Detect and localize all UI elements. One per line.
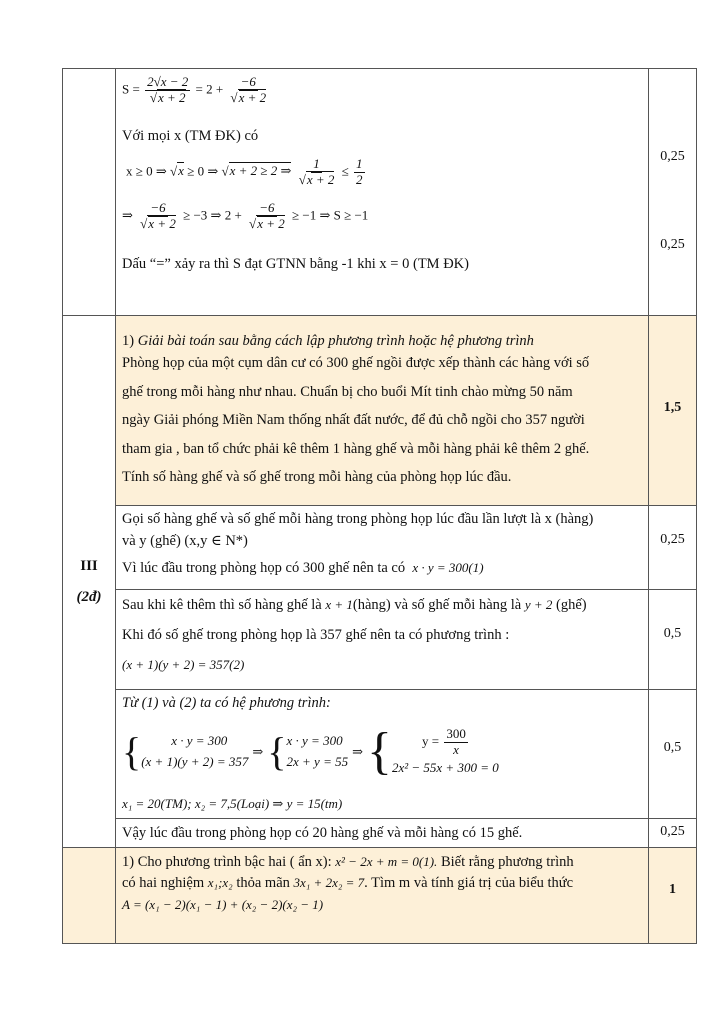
problem-score: 1,5 (663, 400, 682, 415)
problem-line-4: tham gia , ban tổ chức phải kê thêm 1 hàng ghế và mỗi hàng phải kê thêm 2 ghế. (122, 440, 590, 457)
problem-title: 1) Giải bài toán sau bằng cách lập phương trình hoặc hệ phương trình (122, 333, 534, 349)
equality-line: Dấu “=” xảy ra thì S đạt GTNN bằng -1 khi x = 0 (TM ĐK) (122, 256, 469, 272)
step1-line-2: và y (ghế) (x,y ∈ N*) (122, 533, 248, 550)
problem-line-2: ghế trong mỗi hàng như nhau. Chuẩn bị cho buổi Mít tinh chào mừng 50 năm (122, 383, 573, 400)
line-with-all-x: Với mọi x (TM ĐK) có (122, 128, 259, 144)
score-a1: 0,25 (660, 149, 685, 164)
next-problem-line-1: 1) Cho phương trình bậc hai ( ẩn x): x² − 2x + m = 0(1). Biết rằng phương trình (122, 854, 574, 870)
section-label-cell (63, 316, 116, 848)
conclusion-text: Vậy lúc đầu trong phòng họp có 20 hàng ghế và mỗi hàng có 15 ghế. (122, 825, 523, 841)
step3-content (116, 690, 649, 819)
problem-line-1: Phòng họp của một cụm dân cư có 300 ghế ngồi được xếp thành các hàng với số (122, 355, 590, 372)
next-problem (116, 848, 649, 944)
step1-score: 0,25 (660, 532, 685, 547)
conclusion-score-cell (649, 819, 697, 848)
inequality-2: ⇒ $\frac{-6}{√x + 2}$ ≥ −3 ⇒ 2 + $\frac{-6}{√x + 2}$ ≥ −1 ⇒ S ≥ −1 (122, 200, 369, 231)
section-number: III (80, 557, 98, 574)
problem-line-5: Tính số hàng ghế và số ghế trong mỗi hàng của phòng họp lúc đầu. (122, 469, 512, 486)
step1-line-3: Vì lúc đầu trong phòng họp có 300 ghế nên ta có x · y = 300(1) (122, 559, 484, 576)
next-problem-score: 1 (669, 882, 676, 897)
step1-score-cell (649, 506, 697, 590)
step2-score: 0,5 (663, 626, 682, 641)
step2-score-cell (649, 590, 697, 690)
score-a2: 0,25 (660, 237, 685, 252)
next-problem-score-cell (649, 848, 697, 944)
next-section-cell (63, 848, 116, 944)
part-a-content (116, 69, 649, 316)
next-problem-line-3: A = (x₁ − 2)(x₁ − 1) + (x₂ − 2)(x₂ − 1) (122, 897, 324, 913)
step2-content (116, 590, 649, 690)
step2-line-3: (x + 1)(y + 2) = 357(2) (122, 656, 245, 672)
step3-score: 0,5 (663, 740, 682, 755)
next-problem-line-2: có hai nghiệm x₁;x₂ thỏa mãn 3x₁ + 2x₂ = 7. Tìm m và tính giá trị của biểu thức (122, 875, 574, 892)
formula-S: S = $\frac{2√x - 2}{√x + 2}$ = 2 + $\frac{-6}{√x + 2}$ (122, 74, 267, 105)
answer-table (62, 68, 697, 944)
system-of-equations: { x · y = 300 (x + 1)(y + 2) = 357 ⇒ { x · y = 300 2x + y = 55 ⇒ { y = $\frac{300}{x}$ 2x² − 55x + 300 = 0 (122, 723, 499, 780)
step3-score-cell (649, 690, 697, 819)
step2-line-1: Sau khi kê thêm thì số hàng ghế là x + 1(hàng) và số ghế mỗi hàng là y + 2 (ghế) (122, 597, 587, 613)
problem-line-3: ngày Giải phóng Miền Nam thống nhất đất nước, để đủ chỗ ngồi cho 357 người (122, 412, 585, 429)
problem-score-cell (649, 316, 697, 506)
step1-content (116, 506, 649, 590)
part-a-scores (649, 69, 697, 316)
inequality-1: x ≥ 0 ⇒ √x ≥ 0 ⇒ √x + 2 ≥ 2 ⇒ $\frac{1}{√x + 2}$ ≤ $\frac{1}{2}$ (126, 156, 363, 187)
problem-statement (116, 316, 649, 506)
section-points: (2đ) (76, 588, 102, 605)
conclusion-content (116, 819, 649, 848)
step3-intro: Từ (1) và (2) ta có hệ phương trình: (122, 695, 331, 711)
step3-result: x₁ = 20(TM); x₂ = 7,5(Loại) ⇒ y = 15(tm) (122, 796, 343, 811)
step2-line-2: Khi đó số ghế trong phòng họp là 357 ghế nên ta có phương trình : (122, 627, 510, 644)
step1-line-1: Gọi số hàng ghế và số ghế mỗi hàng trong phòng họp lúc đầu lần lượt là x (hàng) (122, 511, 594, 527)
section-cell-empty (63, 69, 116, 316)
conclusion-score: 0,25 (660, 824, 685, 839)
